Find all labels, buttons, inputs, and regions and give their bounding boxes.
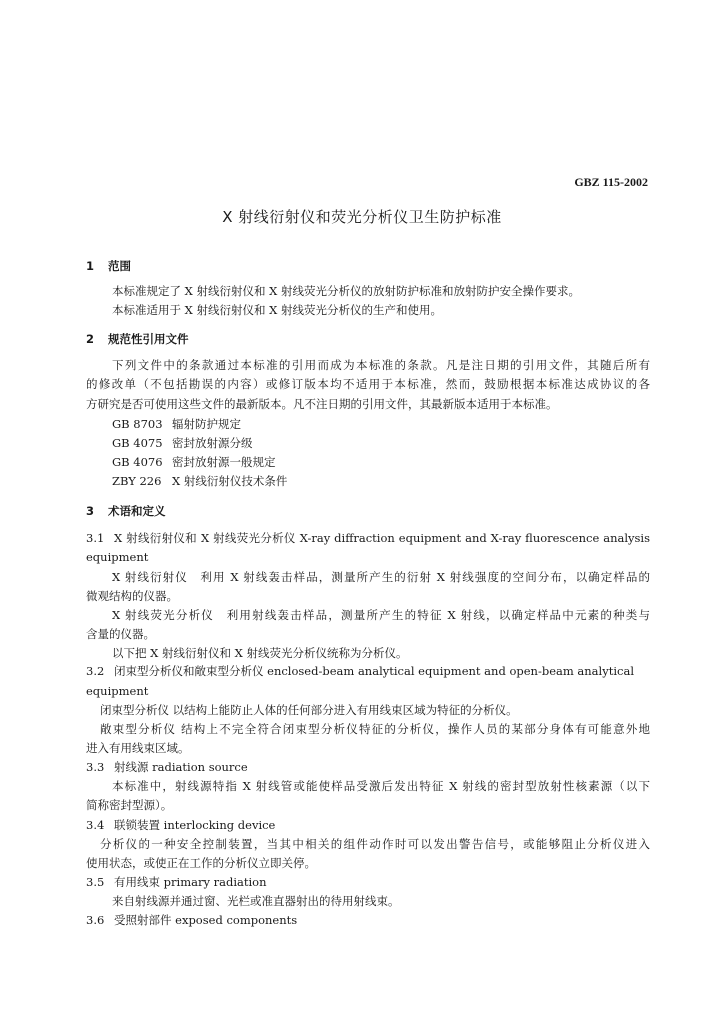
paragraph: 本标准规定了 X 射线衍射仪和 X 射线荧光分析仪的放射防护标准和放射防护安全操作要求。 bbox=[112, 284, 580, 298]
reference-item bbox=[86, 436, 650, 450]
section-2-heading bbox=[86, 331, 189, 347]
reference-code: ZBY 226 bbox=[112, 474, 162, 488]
term-title: 射线源 radiation source bbox=[114, 760, 248, 774]
term-title-continuation: equipment bbox=[86, 550, 149, 564]
term-3-1-title bbox=[86, 531, 650, 545]
definition-line: 本标准中，射线源特指 X 射线管或能使样品受激后发出特征 X 射线的密封型放射性核素源（以下 bbox=[112, 779, 650, 793]
reference-code: GB 4075 bbox=[112, 436, 163, 450]
definition-line: 敞束型分析仪 结构上不完全符合闭束型分析仪特征的分析仪，操作人员的某部分身体有可能意外地 bbox=[100, 722, 650, 736]
reference-code: GB 8703 bbox=[112, 417, 163, 431]
reference-code: GB 4076 bbox=[112, 455, 163, 469]
term-3-4-title bbox=[86, 818, 650, 832]
section-number: 2 bbox=[86, 332, 95, 346]
section-title: 范围 bbox=[108, 259, 131, 273]
section-number: 3 bbox=[86, 504, 95, 518]
definition-line: X 射线衍射仪 利用 X 射线轰击样品，测量所产生的衍射 X 射线强度的空间分布，以确定样品的 bbox=[112, 570, 650, 584]
section-title: 术语和定义 bbox=[108, 504, 166, 518]
definition-line: 闭束型分析仪 以结构上能防止人体的任何部分进入有用线束区域为特征的分析仪。 bbox=[100, 703, 518, 717]
subsection-number: 3.2 bbox=[86, 664, 105, 678]
term-title: 有用线束 primary radiation bbox=[114, 875, 267, 889]
paragraph: 本标准适用于 X 射线衍射仪和 X 射线荧光分析仪的生产和使用。 bbox=[112, 303, 442, 317]
subsection-number: 3.6 bbox=[86, 913, 105, 927]
term-3-3-title bbox=[86, 760, 650, 774]
reference-title: 密封放射源分级 bbox=[172, 436, 253, 450]
definition-line: 简称密封型源）。 bbox=[86, 798, 173, 812]
standard-code: GBZ 115-2002 bbox=[574, 175, 648, 189]
subsection-number: 3.3 bbox=[86, 760, 105, 774]
paragraph-line: 下列文件中的条款通过本标准的引用而成为本标准的条款。凡是注日期的引用文件，其随后所有 bbox=[112, 358, 650, 372]
reference-item bbox=[86, 455, 650, 469]
paragraph-line: 方研究是否可使用这些文件的最新版本。凡不注日期的引用文件，其最新版本适用于本标准。 bbox=[86, 397, 558, 411]
term-3-6-title bbox=[86, 913, 650, 927]
term-title: 受照射部件 exposed components bbox=[114, 913, 298, 927]
document-title: X 射线衍射仪和荧光分析仪卫生防护标准 bbox=[222, 208, 502, 226]
definition-line: 进入有用线束区域。 bbox=[86, 741, 190, 755]
subsection-number: 3.5 bbox=[86, 875, 105, 889]
subsection-number: 3.4 bbox=[86, 818, 105, 832]
reference-item bbox=[86, 474, 650, 488]
reference-title: X 射线衍射仪技术条件 bbox=[172, 474, 288, 488]
definition-line: 微观结构的仪器。 bbox=[86, 589, 178, 603]
term-title: X 射线衍射仪和 X 射线荧光分析仪 X-ray diffraction equipment and X-ray fluorescence analysis bbox=[114, 531, 650, 545]
section-title: 规范性引用文件 bbox=[108, 332, 189, 346]
definition-line: 以下把 X 射线衍射仪和 X 射线荧光分析仪统称为分析仪。 bbox=[112, 646, 408, 660]
term-title: 联锁装置 interlocking device bbox=[114, 818, 276, 832]
term-title: 闭束型分析仪和敞束型分析仪 enclosed-beam analytical equipment and open-beam analytical bbox=[114, 664, 634, 678]
section-number: 1 bbox=[86, 259, 95, 273]
reference-title: 辐射防护规定 bbox=[172, 417, 241, 431]
paragraph-line: 的修改单（不包括勘误的内容）或修订版本均不适用于本标准，然而，鼓励根据本标准达成协议的各 bbox=[86, 377, 650, 391]
section-3-heading bbox=[86, 503, 166, 519]
definition-line: 来自射线源并通过窗、光栏或准直器射出的待用射线束。 bbox=[112, 894, 400, 908]
term-3-2-title bbox=[86, 664, 650, 678]
term-title-continuation: equipment bbox=[86, 684, 149, 698]
definition-line: X 射线荧光分析仪 利用射线轰击样品，测量所产生的特征 X 射线，以确定样品中元素的种类与 bbox=[112, 608, 650, 622]
definition-line: 使用状态，或使正在工作的分析仪立即关停。 bbox=[86, 856, 316, 870]
reference-item bbox=[86, 417, 650, 431]
definition-line: 分析仪的一种安全控制装置，当其中相关的组件动作时可以发出警告信号，或能够阻止分析仪进入 bbox=[100, 837, 650, 851]
reference-title: 密封放射源一般规定 bbox=[172, 455, 276, 469]
term-3-5-title bbox=[86, 875, 650, 889]
subsection-number: 3.1 bbox=[86, 531, 105, 545]
section-1-heading bbox=[86, 258, 131, 274]
definition-line: 含量的仪器。 bbox=[86, 627, 155, 641]
